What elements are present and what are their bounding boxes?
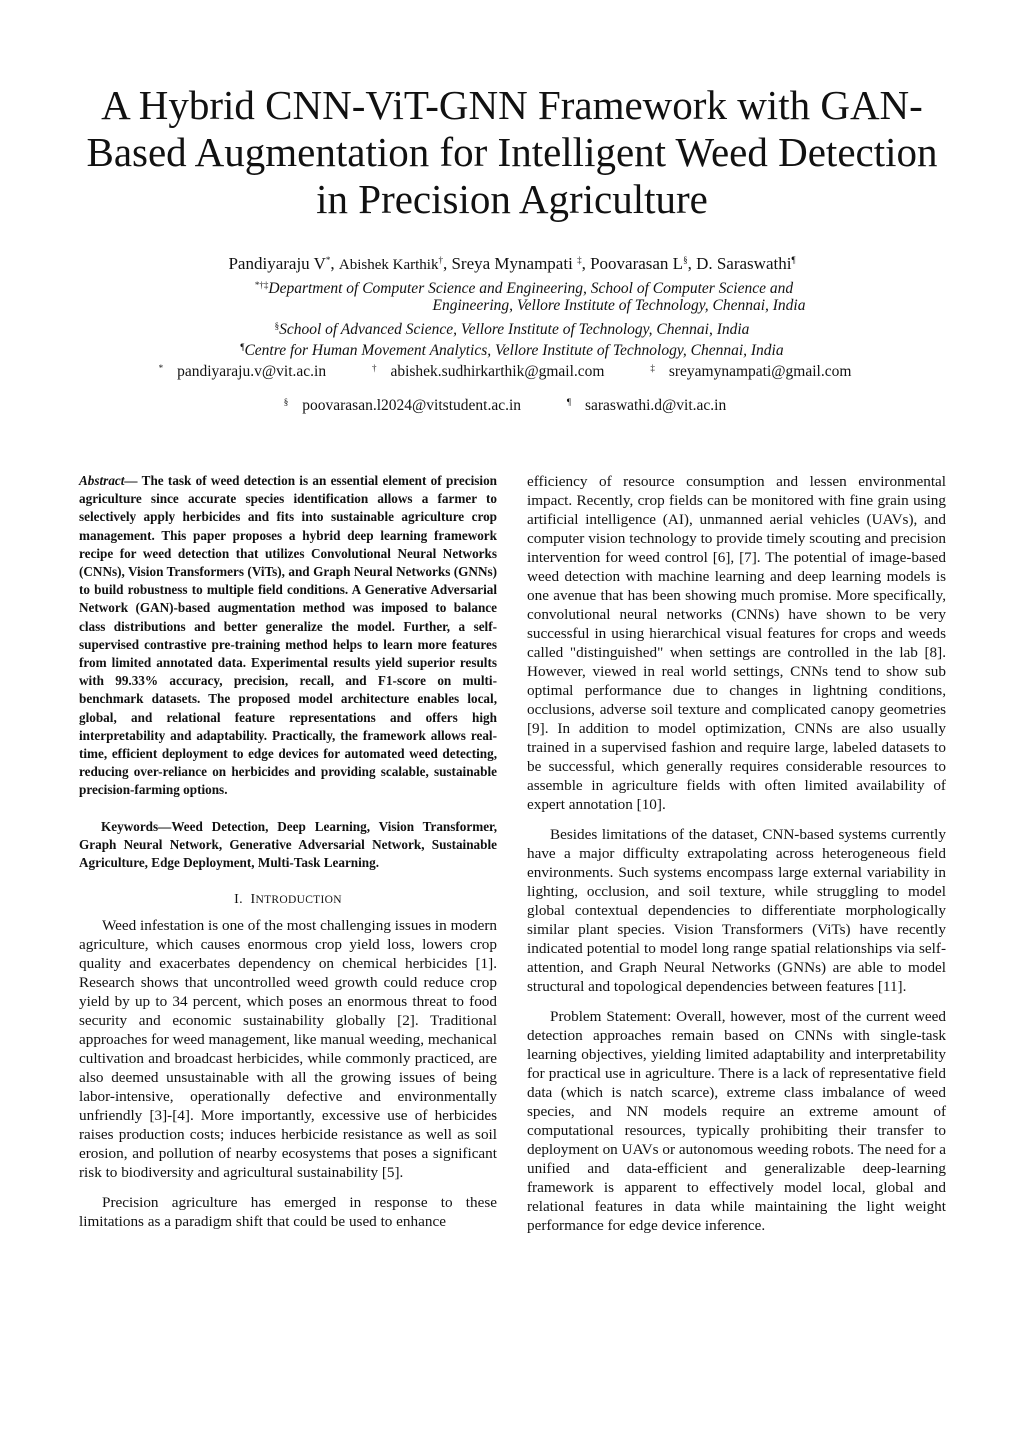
abstract-label: Abstract— <box>79 473 138 488</box>
email-row-1 <box>0 359 1024 381</box>
paragraph: Precision agriculture has emerged in response to these limitations as a paradigm shift that could be used to enhance <box>79 1194 497 1231</box>
author-mark: § <box>683 255 688 265</box>
author-mark: * <box>325 255 331 265</box>
paragraph: efficiency of resource consumption and lessen environmental impact. Recently, crop fields can be monitored with fine grain using artificial intelligence (AI), unmanned aerial vehicles (UAVs), and computer vision technology to provide timely scouting and precision intervention for weed control [6], [7]. The potential of image-based weed detection with machine learning and deep learning models is one avenue that has been showing much promise. More specifically, convolutional neural networks (CNNs) have shown to be very successful in using hierarchical visual features for crops and weeds called "distinguished" when settings are controlled in the lab [8]. However, viewed in real world settings, CNNs tend to show sub optimal performance due to changes in lightning conditions, occlusions, adverse soil texture and complicated canopy geometries [9]. In addition to model optimization, CNNs are also usually trained in a supervised fashion and require large, labeled datasets to be successful, which generally requires considerable resources to assemble in agriculture fields with often limited availability of expert annotation [10]. <box>527 473 946 813</box>
title-line: A Hybrid CNN-ViT-GNN Framework with GAN- <box>101 82 923 128</box>
section-title: NTRODUCTION <box>255 894 342 907</box>
keywords: Keywords—Weed Detection, Deep Learning, Vision Transformer, Graph Neural Network, Generative Adversarial Network, Sustainable Agriculture, Edge Deployment, Multi-Task Learning. <box>79 818 497 871</box>
paragraph: Besides limitations of the dataset, CNN-based systems currently have a major difficulty extrapolating across heterogeneous field environments. Such systems encompass large external variability in lighting, occlusion, and soil texture, while struggling to model global contextual dependencies to differentiate morphologically similar plant species. Vision Transformers (ViTs) have recently indicated potential to model long range spatial relationships via self-attention, and Graph Neural Networks (GNNs) are able to model structural and topological dependencies between features [11]. <box>527 826 946 995</box>
section-initial: I <box>250 892 256 908</box>
right-column <box>527 472 946 1235</box>
abstract-text: The task of weed detection is an essential element of precision agriculture since accurate species identification allows a farmer to selectively apply herbicides and fits into sustainable agriculture crop management. This paper proposes a hybrid deep learning framework recipe for weed detection that utilizes Convolutional Neural Networks (CNNs), Vision Transformers (ViTs), and Graph Neural Networks (GNNs) to build robustness to multiple field conditions. A Generative Adversarial Network (GAN)-based augmentation method was imposed to balance class distributions and better generalize the model. Further, a self-supervised contrastive pre-training method helps to learn more features from limited annotated data. Experimental results yield superior results with 99.33% accuracy, precision, recall, and F1-score on multi-benchmark datasets. The proposed model architecture enables local, global, and relational feature representations and offers high interpretability and adaptability. Practically, the framework allows real-time, efficient deployment to edge devices for automated weed detecting, reducing over-reliance on herbicides and providing scalable, sustainable precision-farming options. <box>79 473 497 798</box>
affiliation-text: Department of Computer Science and Engineering, School of Computer Science and <box>268 280 794 297</box>
left-column <box>79 472 497 1231</box>
title-line: Based Augmentation for Intelligent Weed Detection <box>86 129 938 175</box>
affiliation-text: Centre for Human Movement Analytics, Vellore Institute of Technology, Chennai, India <box>244 342 784 359</box>
author-mark: † <box>438 255 443 265</box>
author-name: Pandiyaraju V <box>228 254 326 273</box>
affiliation-1-cont <box>107 297 1024 315</box>
email-row-2 <box>0 393 1024 415</box>
affiliation-mark: *†‡ <box>254 280 269 290</box>
email: § poovarasan.l2024@vitstudent.ac.in <box>283 397 522 414</box>
affiliation-mark: § <box>274 321 280 331</box>
author-name: D. Saraswathi <box>696 254 792 273</box>
section-heading <box>79 892 497 908</box>
affiliation-1 <box>12 276 1024 298</box>
title-line: in Precision Agriculture <box>316 176 708 222</box>
author-name: Poovarasan L <box>590 254 684 273</box>
paper-title <box>60 82 964 223</box>
author-name: Abishek Karthik <box>338 257 439 273</box>
section-number: I. <box>234 892 243 908</box>
paragraph: Weed infestation is one of the most challenging issues in modern agriculture, which causes enormous crop yield loss, lowers crop quality and exacerbates dependency on chemical herbicides [1]. Research shows that uncontrolled weed growth could reduce crop yield by up to 34 percent, which poses an enormous threat to food security and economic sustainability globally [2]. Traditional approaches for weed management, like manual weeding, mechanical cultivation and broadcast herbicides, while commonly practiced, are also deemed unsustainable with all the growing issues of being labor-intensive, operationally defective and environmentally unfriendly [3]-[4]. More importantly, excessive use of herbicides raises production costs; induces herbicide resistance as well as soil erosion, and pollution of nearby ecosystems that poses a significant risk to biodiversity and agricultural sustainability [5]. <box>79 917 497 1182</box>
abstract <box>79 472 497 800</box>
author-name: Sreya Mynampati <box>451 254 573 273</box>
email: * pandiyaraju.v@vit.ac.in <box>158 363 327 380</box>
email: † abishek.sudhirkarthik@gmail.com <box>371 363 605 380</box>
author-mark: ‡ <box>577 255 582 265</box>
affiliation-text: Engineering, Vellore Institute of Technology, Chennai, India <box>432 297 806 314</box>
email: ¶ saraswathi.d@vit.ac.in <box>566 397 727 414</box>
author-list: Pandiyaraju V*, Abishek Karthik†, Sreya Mynampati ‡, Poovarasan L§, D. Saraswathi¶ <box>228 254 796 273</box>
author-mark: ¶ <box>791 255 796 265</box>
email: ‡ sreyamynampati@gmail.com <box>650 363 852 380</box>
affiliation-3 <box>0 338 1024 360</box>
affiliation-text: School of Advanced Science, Vellore Institute of Technology, Chennai, India <box>279 321 750 338</box>
affiliation-mark: ¶ <box>240 342 245 352</box>
paragraph: Problem Statement: Overall, however, most of the current weed detection approaches remain based on CNNs with single-task learning objectives, yielding limited adaptability and interpretability for practical use in agriculture. There is a lack of representative field data (which is natch scarce), extreme class imbalance of weed species, and NN models require an extreme amount of computational resources, typically prohibiting their transfer to deployment on UAVs or autonomous weeding robots. The need for a unified and data-efficient and generalizable deep-learning framework is apparent to effectively model local, global and relational features in data while maintaining the light weight performance for edge device inference. <box>527 1008 946 1234</box>
affiliation-2 <box>0 317 1024 339</box>
